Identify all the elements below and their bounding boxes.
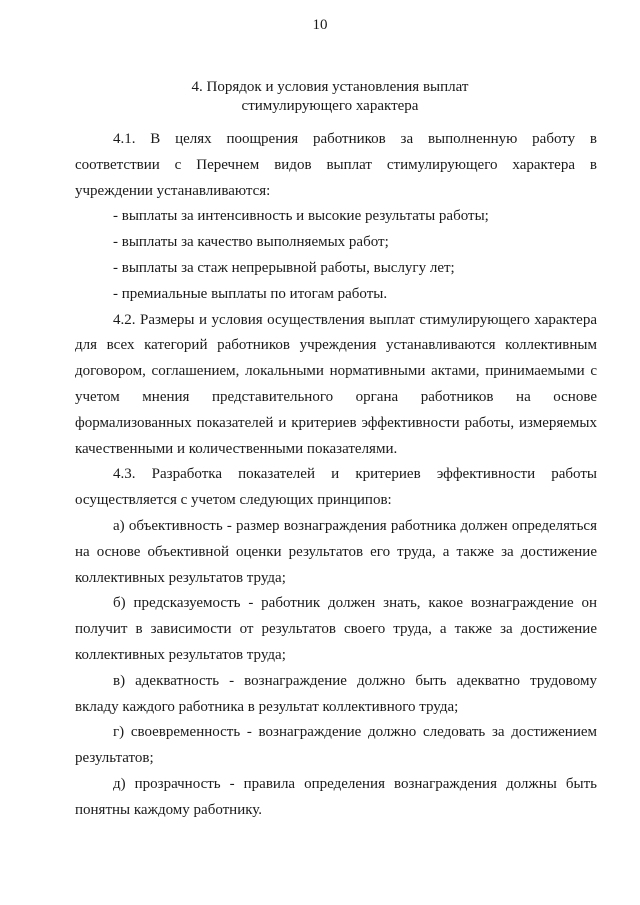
list-item-seniority: - выплаты за стаж непрерывной работы, выслугу лет; (113, 259, 455, 276)
paragraph-4-2: 4.2. Размеры и условия осуществления выплат стимулирующего характера для всех категорий работников учреждения устанавливаются коллективным договором, соглашением, локальными нормативными актами, принимаемыми с учетом мнения представительного органа работников на основе формализованных показателей и критериев эффективности работы, измеряемых качественными и количественными показателями. (75, 311, 597, 457)
list-item-intensity: - выплаты за интенсивность и высокие результаты работы; (113, 208, 489, 225)
principle-transparency: д) прозрачность - правила определения вознаграждения должны быть понятны каждому работнику. (75, 775, 597, 818)
principle-objectivity: а) объективность - размер вознаграждения работника должен определяться на основе объективной оценки результатов его труда, а также за достижение коллективных результатов труда; (75, 517, 597, 586)
principle-adequacy: в) адекватность - вознаграждение должно быть адекватно трудовому вкладу каждого работника в результат коллективного труда; (75, 672, 597, 715)
principle-predictability: б) предсказуемость - работник должен знать, какое вознаграждение он получит в зависимости от результатов своего труда, а также за достижение коллективных результатов труда; (75, 595, 597, 663)
list-item-bonus: - премиальные выплаты по итогам работы. (113, 285, 388, 302)
section-body (75, 127, 597, 824)
list-item-quality: - выплаты за качество выполняемых работ; (113, 234, 389, 251)
paragraph-4-1: 4.1. В целях поощрения работников за выполненную работу в соответствии с Перечнем видов выплат стимулирующего характера в учреждении устанавливаются: (75, 131, 597, 199)
page-number: 10 (312, 17, 328, 33)
section-title-line-1: 4. Порядок и условия установления выплат (191, 79, 469, 95)
section-heading (60, 78, 600, 116)
principle-timeliness: г) своевременность - вознаграждение должно следовать за достижением результатов; (75, 724, 597, 767)
section-title-line-2: стимулирующего характера (241, 98, 419, 114)
paragraph-4-3: 4.3. Разработка показателей и критериев эффективности работы осуществляется с учетом следующих принципов: (75, 466, 597, 509)
